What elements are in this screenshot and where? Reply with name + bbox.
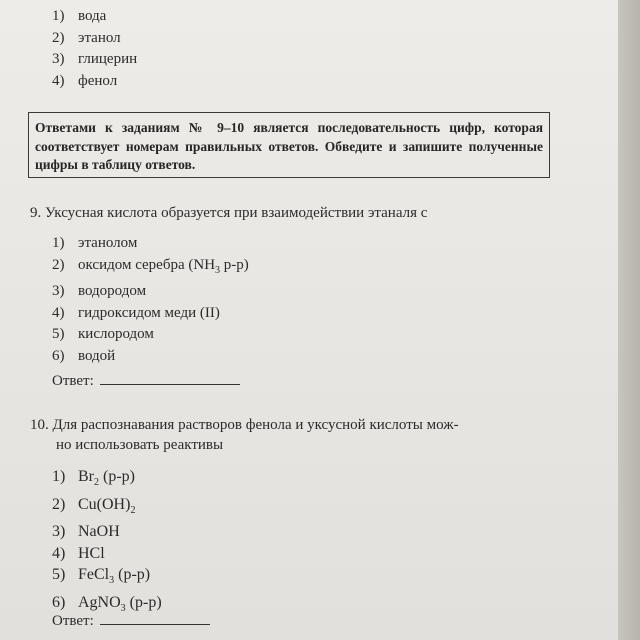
- answer-blank[interactable]: [100, 372, 240, 385]
- answer-blank[interactable]: [100, 612, 210, 625]
- question-10-title: 10. Для распознавания растворов фенола и уксусной кислоты мож- но использовать реактивы: [30, 417, 459, 453]
- instructions-box: [28, 112, 550, 178]
- option-item: 4) фенол: [52, 72, 118, 89]
- answer-label: Ответ:: [52, 373, 94, 389]
- question-9-title: 9. Уксусная кислота образуется при взаимодействии этаналя с: [30, 205, 428, 221]
- answer-label: Ответ:: [52, 613, 94, 629]
- previous-question-options: [52, 6, 137, 92]
- option-item: 4) HCl: [52, 544, 105, 562]
- option-item: 6) AgNO$_3$ (р-р): [52, 594, 162, 615]
- page-edge: [618, 0, 640, 640]
- option-item: 1) этанолом: [52, 235, 138, 251]
- option-item: 3) водородом: [52, 283, 147, 299]
- option-item: 5) кислородом: [52, 326, 154, 342]
- question-10-options: [52, 466, 162, 620]
- question-9-options: [52, 233, 249, 367]
- instructions-text: Ответами к заданиям № 9–10 является последовательность цифр, которая соответствует номерам правильных ответов. Обведите и запишите полученные цифры в таблицу ответов.: [35, 120, 543, 172]
- option-item: 3) NaOH: [52, 523, 120, 541]
- option-item: 1) вода: [52, 8, 107, 24]
- option-item: 2) $Cu(OH)_2$: [52, 495, 136, 516]
- question-10-answer: [52, 612, 210, 630]
- option-item: 5) FeCl$_3$ (р-р): [52, 566, 151, 587]
- option-item: 2) оксидом серебра ($NH_3$ р-р): [52, 256, 249, 276]
- question-9-answer: [52, 372, 240, 390]
- option-item: 2) этанол: [52, 29, 121, 46]
- option-item: 3) глицерин: [52, 51, 138, 67]
- option-item: 6) водой: [52, 347, 116, 364]
- option-item: 4) гидроксидом меди (II): [52, 304, 220, 321]
- option-item: 1) $Br_2$ (р-р): [52, 468, 135, 489]
